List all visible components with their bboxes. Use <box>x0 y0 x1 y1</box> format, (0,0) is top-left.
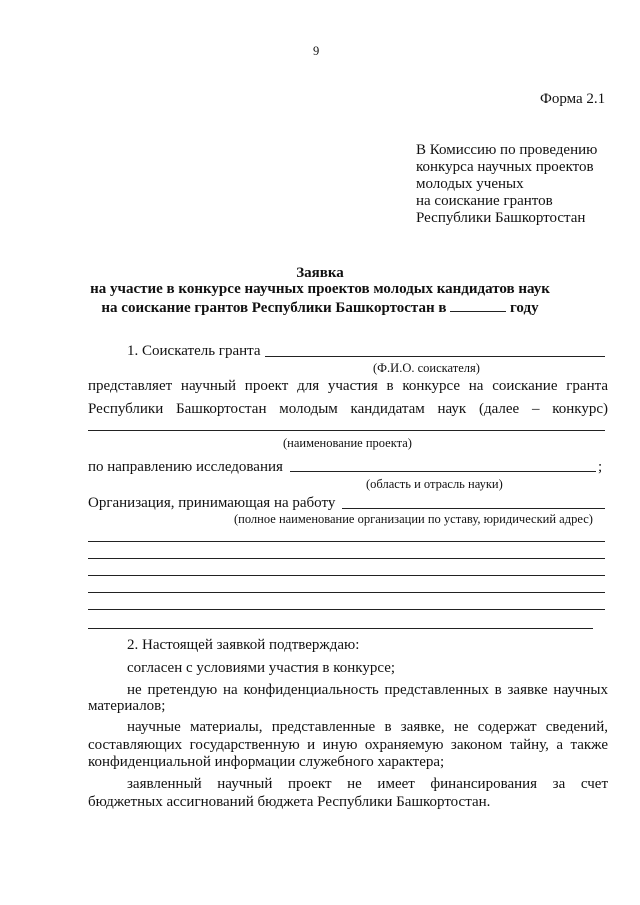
organization-label: Организация, принимающая на работу <box>88 495 336 511</box>
blank-line <box>88 575 605 576</box>
blank-line <box>88 628 593 629</box>
blank-line <box>88 541 605 542</box>
confirm-item-cont: бюджетных ассигнований бюджета Республики Башкортостан. <box>88 794 491 810</box>
confirm-item-cont: составляющих государственную и иную охраняемую законом тайну, а также <box>88 737 608 753</box>
title-line-end: году <box>509 300 539 316</box>
year-blank <box>450 297 506 312</box>
title-line: Заявка <box>296 265 344 281</box>
confirm-item: научные материалы, представленные в заявке, не содержат сведений, <box>127 719 608 735</box>
confirm-item: заявленный научный проект не имеет финансирования за счет <box>127 776 608 792</box>
confirm-item-cont: материалов; <box>88 698 166 714</box>
applicant-name-line <box>265 356 605 357</box>
direction-line <box>290 471 596 472</box>
addressee-line: молодых ученых <box>416 176 524 192</box>
direction-semicolon: ; <box>598 459 603 475</box>
title-line <box>0 297 640 317</box>
title-line: на участие в конкурсе научных проектов молодых кандидатов наук <box>90 281 550 297</box>
direction-label: по направлению исследования <box>88 459 283 475</box>
direction-caption: (область и отрасль науки) <box>366 477 503 491</box>
confirm-heading: 2. Настоящей заявкой подтверждаю: <box>127 637 360 653</box>
confirm-item: согласен с условиями участия в конкурсе; <box>127 660 396 676</box>
addressee-line: на соискание грантов <box>416 193 553 209</box>
blank-line <box>88 592 605 593</box>
addressee-line: Республики Башкортостан <box>416 210 586 226</box>
confirm-item-cont: конфиденциальной информации служебного характера; <box>88 754 445 770</box>
project-caption: (наименование проекта) <box>283 436 412 450</box>
addressee-line: В Комиссию по проведению <box>416 142 598 158</box>
confirm-item: не претендую на конфиденциальность представленных в заявке научных <box>127 682 608 698</box>
form-label: Форма 2.1 <box>540 91 606 107</box>
organization-caption: (полное наименование организации по уставу, юридический адрес) <box>234 512 593 526</box>
blank-line <box>88 609 605 610</box>
presents-line: представляет научный проект для участия в конкурсе на соискание гранта <box>88 378 608 394</box>
title-line-start: на соискание грантов Республики Башкортостан в <box>101 300 447 316</box>
project-name-line <box>88 430 605 431</box>
applicant-label: 1. Соискатель гранта <box>127 343 261 359</box>
presents-line: Республики Башкортостан молодым кандидатам наук (далее – конкурс) <box>88 401 608 417</box>
blank-line <box>88 558 605 559</box>
addressee-line: конкурса научных проектов <box>416 159 594 175</box>
applicant-caption: (Ф.И.О. соискателя) <box>373 361 480 375</box>
page-number: 9 <box>313 44 320 58</box>
organization-line <box>342 508 605 509</box>
